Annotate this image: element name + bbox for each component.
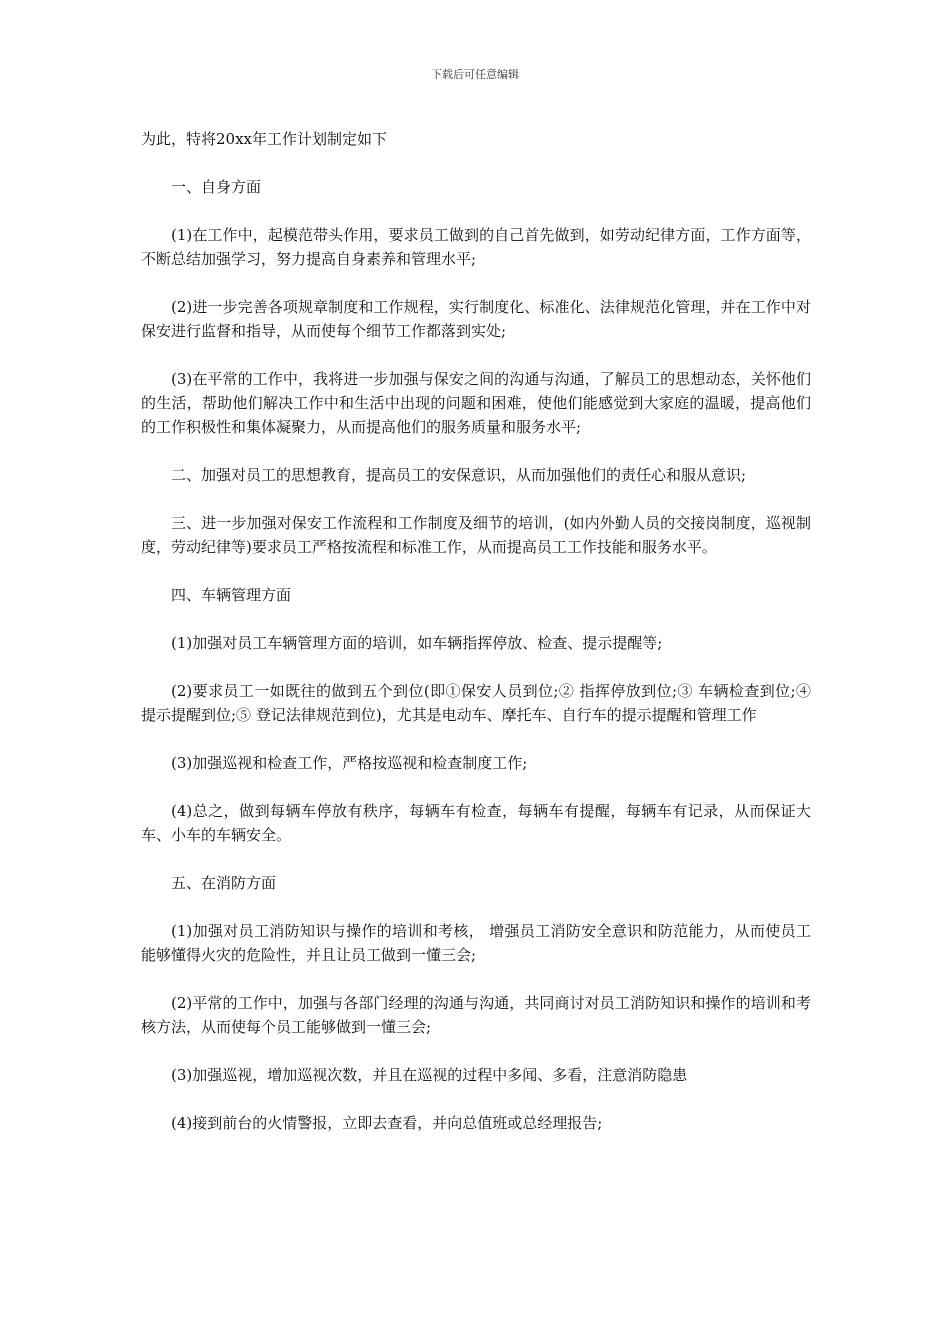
paragraph-vehicles-1: (1)加强对员工车辆管理方面的培训，如车辆指挥停放、检查、提示提醒等; <box>171 634 663 652</box>
section-heading-education: 二、加强对员工的思想教育，提高员工的安保意识，从而加强他们的责任心和服从意识; <box>171 466 747 484</box>
paragraph-self-2: (2)进一步完善各项规章制度和工作规程，实行制度化、标准化、法律规范化管理，并在工作中对保安进行监督和指导，从而使每个细节工作都落到实处; <box>141 298 811 340</box>
paragraph-vehicles-2: (2)要求员工一如既往的做到五个到位(即①保安人员到位;② 指挥停放到位;③ 车辆检查到位;④ 提示提醒到位;⑤ 登记法律规范到位)，尤其是电动车、摩托车、自行车的提示提醒和管理工作 <box>141 682 811 724</box>
paragraph-fire-1: (1)加强对员工消防知识与操作的培训和考核， 增强员工消防安全意识和防范能力，从而使员工能够懂得火灾的危险性，并且让员工做到一懂三会; <box>141 922 811 964</box>
section-heading-training: 三、进一步加强对保安工作流程和工作制度及细节的培训，(如内外勤人员的交接岗制度，巡视制度，劳动纪律等)要求员工严格按流程和标准工作，从而提高员工工作技能和服务水平。 <box>141 514 811 556</box>
section-heading-fire: 五、在消防方面 <box>171 874 277 892</box>
paragraph-fire-2: (2)平常的工作中，加强与各部门经理的沟通与沟通，共同商讨对员工消防知识和操作的培训和考核方法，从而使每个员工能够做到一懂三会; <box>141 994 811 1036</box>
paragraph-fire-3: (3)加强巡视，增加巡视次数，并且在巡视的过程中多闻、多看，注意消防隐患 <box>171 1066 688 1084</box>
paragraph-self-1: (1)在工作中，起模范带头作用，要求员工做到的自己首先做到，如劳动纪律方面，工作方面等，不断总结加强学习，努力提高自身素养和管理水平; <box>141 226 811 268</box>
section-heading-vehicles: 四、车辆管理方面 <box>171 586 292 604</box>
document-body <box>141 127 811 1159</box>
paragraph-vehicles-4: (4)总之，做到每辆车停放有秩序，每辆车有检查，每辆车有提醒，每辆车有记录，从而保证大车、小车的车辆安全。 <box>141 802 811 844</box>
paragraph-fire-4: (4)接到前台的火情警报，立即去查看，并向总值班或总经理报告; <box>171 1114 603 1132</box>
section-heading-self: 一、自身方面 <box>171 178 262 196</box>
page-header: 下载后可任意编辑 <box>431 68 519 81</box>
paragraph-intro: 为此，特将20xx年工作计划制定如下 <box>141 130 388 148</box>
paragraph-self-3: (3)在平常的工作中，我将进一步加强与保安之间的沟通与沟通，了解员工的思想动态，关怀他们的生活，帮助他们解决工作中和生活中出现的问题和困难，使他们能感觉到大家庭的温暖，提高他们的工作积极性和集体凝聚力，从而提高他们的服务质量和服务水平; <box>141 370 811 436</box>
paragraph-vehicles-3: (3)加强巡视和检查工作，严格按巡视和检查制度工作; <box>171 754 528 772</box>
